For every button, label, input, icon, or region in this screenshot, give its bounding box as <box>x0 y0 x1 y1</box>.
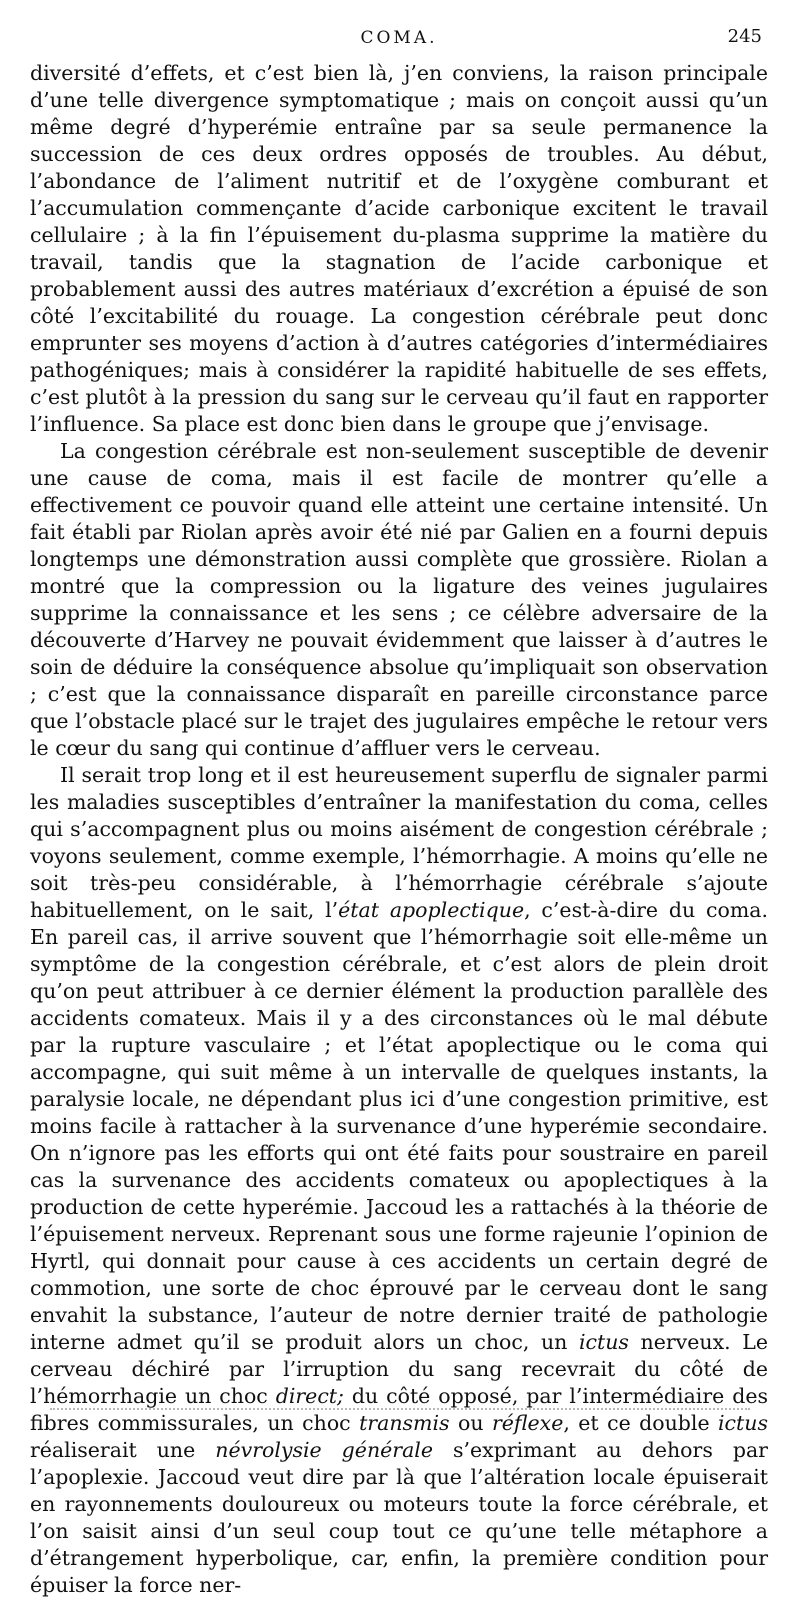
page-number: 245 <box>727 26 762 47</box>
italic-text-run: transmis <box>359 1411 450 1435</box>
text-run: s’exprimant au dehors par l’apoplexie. Jaccoud veut dire par là que l’altération locale épuiserait en rayonnements douloureux ou moteurs toute la force cérébrale, et l’on saisit ainsi d’un seul coup tout ce qu’une telle métaphore a d’étrangement hyperbolique, car, enfin, la première condition pour épuiser la force ner- <box>30 1438 768 1597</box>
italic-text-run: névrolysie générale <box>215 1438 433 1462</box>
italic-text-run: état apoplectique <box>338 898 525 922</box>
text-run: , et ce double <box>563 1411 718 1435</box>
paragraph <box>30 762 768 1599</box>
bottom-margin-scan-noise <box>50 1408 750 1414</box>
text-run: Il serait trop long et il est heureusement superflu de signaler parmi les maladies susceptibles d’entraîner la manifestation du coma, celles qui s’accompagnent plus ou moins aisément de congestion cérébrale ; voyons seulement, comme exemple, l’hémorrhagie. A moins qu’elle ne soit très-peu considérable, à l’hémorrhagie cérébrale s’ajoute habituellement, on le sait, l’ <box>30 763 768 922</box>
text-run: ou <box>449 1411 492 1435</box>
running-title: COMA. <box>360 28 438 48</box>
italic-text-run: ictus <box>578 1330 629 1354</box>
italic-text-run: direct; <box>275 1384 344 1408</box>
text-run: nerveux. Le cerveau déchiré par l’irruption du sang recevrait du côté de l’hémorrhagie un choc <box>30 1330 768 1408</box>
paragraph <box>30 438 768 762</box>
italic-text-run: réflexe <box>491 1411 564 1435</box>
text-run: diversité d’effets, et c’est bien là, j’en conviens, la raison principale d’une telle divergence symptomatique ; mais on conçoit aussi qu’un même degré d’hyperémie entraîne par sa seule permanence la succession de ces deux ordres opposés de troubles. Au début, l’abondance de l’aliment nutritif et de l’oxygène comburant et l’accumulation commençante d’acide carbonique excitent le travail cellulaire ; à la fin l’épuisement du-plasma supprime la matière du travail, tandis que la stagnation de l’acide carbonique et probablement aussi des autres matériaux d’excrétion a épuisé de son côté l’excitabilité du rouage. La congestion cérébrale peut donc emprunter ses moyens d’action à d’autres catégories d’intermédiaires pathogéniques; mais à considérer la rapidité habituelle de ses effets, c’est plutôt à la pression du sang sur le cerveau qu’il faut en rapporter l’influence. Sa place est donc bien dans le groupe que j’envisage. <box>30 61 768 436</box>
text-run: du côté opposé, par l’intermédiaire des fibres commissurales, un choc <box>30 1384 768 1435</box>
paragraph <box>30 60 768 438</box>
italic-text-run: ictus <box>718 1411 768 1435</box>
text-run: , c’est-à-dire du coma. En pareil cas, il arrive souvent que l’hémorrhagie soit elle-même un symptôme de la congestion cérébrale, et c’est alors de plein droit qu’on peut attribuer à ce dernier élément la production parallèle des accidents comateux. Mais il y a des circonstances où le mal débute par la rupture vasculaire ; et l’état apoplectique ou le coma qui accompagne, qui suit même à un intervalle de quelques instants, la paralysie locale, ne dépendant plus ici d’une congestion primitive, est moins facile à rattacher à la survenance d’une hyperémie secondaire. On n’ignore pas les efforts qui ont été faits pour soustraire en pareil cas la survenance des accidents comateux ou apoplectiques à la production de cette hyperémie. Jaccoud les a rattachés à la théorie de l’épuisement nerveux. Reprenant sous une forme rajeunie l’opinion de Hyrtl, qui donnait pour cause à ces accidents un certain degré de commotion, une sorte de choc éprouvé par le cerveau dont le sang envahit la substance, l’auteur de notre dernier traité de pathologie interne admet qu’il se produit alors un choc, un <box>30 898 769 1354</box>
text-body <box>30 60 768 1599</box>
text-run: La congestion cérébrale est non-seulement susceptible de devenir une cause de coma, mais il est facile de montrer qu’elle a effectivement ce pouvoir quand elle atteint une certaine intensité. Un fait établi par Riolan après avoir été nié par Galien en a fourni depuis longtemps une démonstration aussi complète que grossière. Riolan a montré que la compression ou la ligature des veines jugulaires supprime la connaissance et les sens ; ce célèbre adversaire de la découverte d’Harvey ne pouvait évidemment que laisser à d’autres le soin de déduire la conséquence absolue qu’impliquait son observation ; c’est que la connaissance disparaît en pareille circonstance parce que l’obstacle placé sur le trajet des jugulaires empêche le retour vers le cœur du sang qui continue d’affluer vers le cerveau. <box>30 439 768 760</box>
running-header <box>30 20 768 60</box>
book-page <box>30 20 768 1599</box>
text-run: réaliserait une <box>30 1438 216 1462</box>
